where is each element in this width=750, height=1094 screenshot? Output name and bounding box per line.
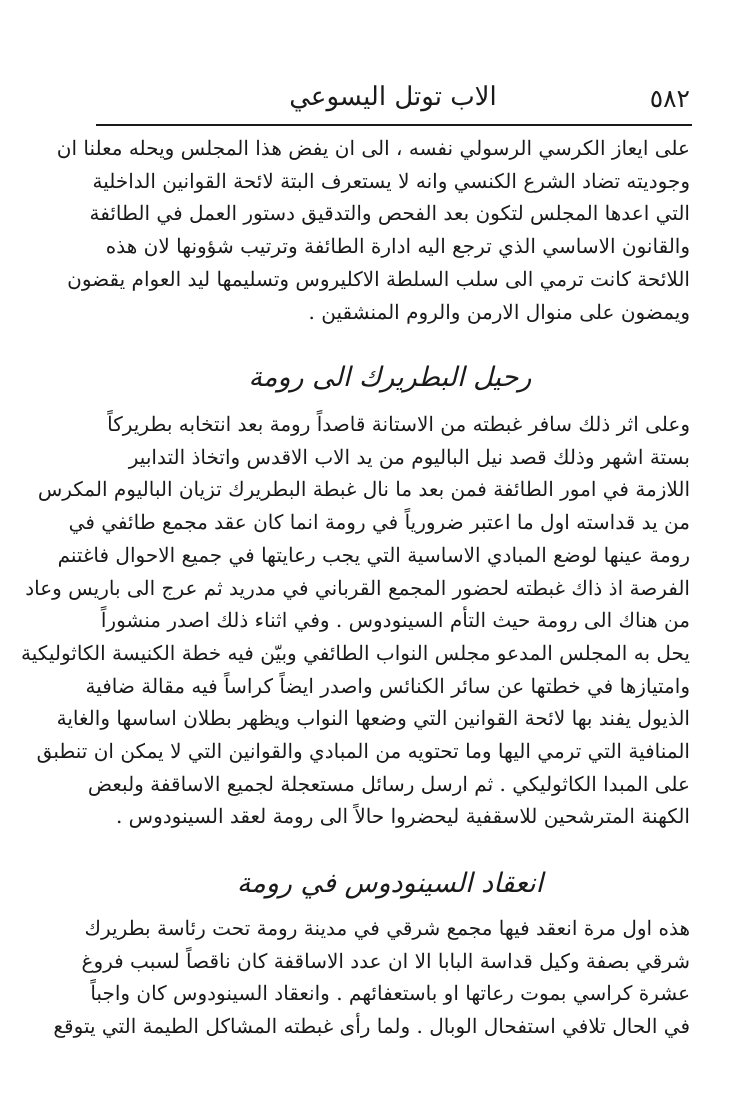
header-rule xyxy=(96,124,692,126)
text-line: اللائحة كانت ترمي الى سلب السلطة الاكليروس وتسليمها ليد العوام يقضون xyxy=(67,266,690,291)
running-title: الاب توتل اليسوعي xyxy=(289,82,497,112)
text-line: اللازمة في امور الطائفة فمن بعد ما نال غبطة البطريرك تزيان الباليوم المكرس xyxy=(37,477,690,502)
text-line: التي اعدها المجلس لتكون بعد الفحص والتدقيق دستور العمل في الطائفة xyxy=(89,201,690,226)
paragraph-1 xyxy=(56,132,690,328)
text-line: الفرصة اذ ذاك غبطته لحضور المجمع القرباني في مدريد ثم عرج الى باريس وعاد xyxy=(25,575,690,600)
text-line: شرقي بصفة وكيل قداسة البابا الا ان عدد الاساقفة كان ناقصاً لسبب فروغ xyxy=(81,948,690,973)
text-line: الكهنة المترشحين للاسقفية ليحضروا حالاً الى رومة لعقد السينودوس . xyxy=(115,804,690,829)
text-line: هذه اول مرة انعقد فيها مجمع شرقي في مدينة رومة تحت رئاسة بطريرك xyxy=(84,916,690,940)
page-number: ٥٨٢ xyxy=(649,84,690,113)
text-line: والقانون الاساسي الذي ترجع اليه ادارة الطائفة وترتيب شؤونها لان هذه xyxy=(105,234,690,259)
text-line: وامتيازها في خطتها عن سائر الكنائس واصدر ايضاً كراساً فيه مقالة ضافية xyxy=(85,673,690,698)
text-line: في الحال تلافي استفحال الوبال . ولما رأى غبطته المشاكل الطيمة التي يتوقع xyxy=(53,1014,690,1039)
running-header xyxy=(96,78,690,122)
text-line: من هناك الى رومة حيث التأم السينودوس . وفي اثناء ذلك اصدر منشوراً xyxy=(100,608,690,633)
text-line: يحل به المجلس المدعو مجلس النواب الطائفي وبيّن فيه خطة الكنيسة الكاثوليكية xyxy=(21,640,690,665)
text-line: عشرة كراسي بموت رعاتها او باستعفائهم . وانعقاد السينودوس كان واجباً xyxy=(90,981,690,1006)
paragraph-2 xyxy=(21,408,690,833)
text-line: رومة عينها لوضع المبادي الاساسية التي يجب رعايتها في جميع الاحوال فاغتنم xyxy=(57,542,690,567)
text-line: على ايعاز الكرسي الرسولي نفسه ، الى ان يفض هذا المجلس ويحله معلنا ان xyxy=(56,136,690,160)
section-heading-1: رحيل البطريرك الى رومة xyxy=(248,362,532,393)
text-line: المنافية التي ترمي اليها وما تحتويه من المبادي والقوانين التي لا يمكن ان تنطبق xyxy=(36,739,690,764)
text-line: من يد قداسته اول ما اعتبر ضرورياً في رومة انما كان عقد مجمع طائفي في xyxy=(68,510,690,535)
text-line: الذيول يفند بها لائحة القوانين التي وضعها النواب ويظهر بطلان اساسها والغاية xyxy=(56,706,690,731)
text-line: وعلى اثر ذلك سافر غبطته من الاستانة قاصداً رومة بعد انتخابه بطريركاً xyxy=(107,412,690,436)
text-line: وجوديته تضاد الشرع الكنسي وانه لا يستعرف البتة لائحة القوانين الداخلية xyxy=(92,168,690,193)
text-line: بستة اشهر وذلك قصد نيل الباليوم من يد الاب الاقدس واتخاذ التدابير xyxy=(128,444,690,469)
section-heading-2: انعقاد السينودوس في رومة xyxy=(236,868,544,899)
paragraph-3 xyxy=(53,912,690,1043)
text-line: ويمضون على منوال الارمن والروم المنشقين . xyxy=(308,299,690,324)
text-line: على المبدا الكاثوليكي . ثم ارسل رسائل مستعجلة لجميع الاساقفة ولبعض xyxy=(87,771,690,796)
